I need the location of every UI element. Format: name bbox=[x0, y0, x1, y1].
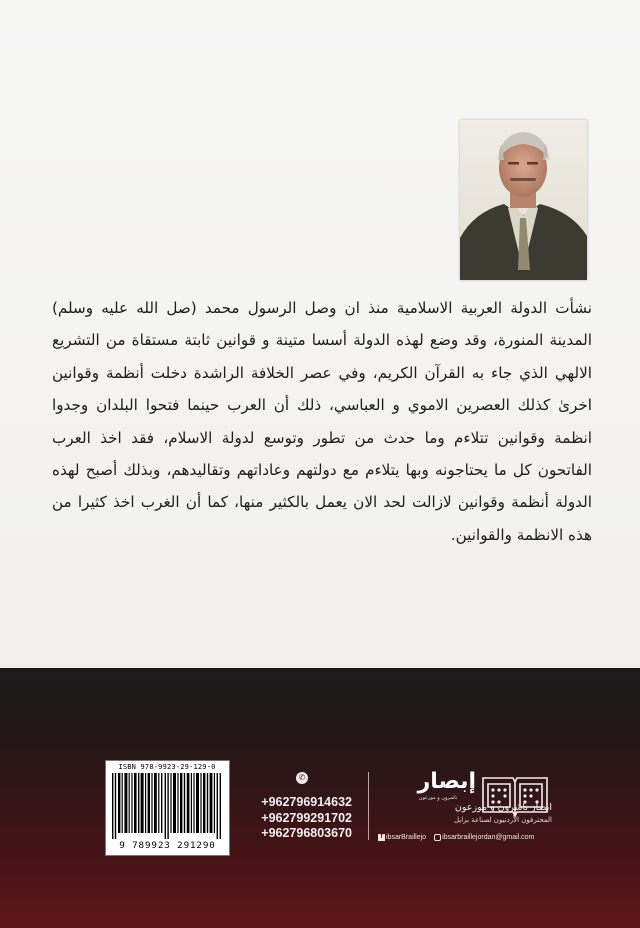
phone-number: +962799291702 bbox=[261, 810, 352, 825]
facebook-handle[interactable]: ibsarBraillejo bbox=[386, 834, 427, 841]
publisher-logo-word: إبصار bbox=[417, 769, 476, 794]
isbn-label: ISBN 978-9923-29-129-0 bbox=[118, 763, 216, 771]
facebook-icon: f bbox=[378, 834, 385, 841]
publisher-subline: المحترفون الأردنيون لصناعة برايل bbox=[453, 816, 552, 824]
barcode-digits: 9 789923 291290 bbox=[119, 840, 216, 851]
publisher-tagline: ابصار ناشرون و موزعون bbox=[454, 802, 552, 813]
barcode-bars bbox=[112, 773, 223, 839]
phone-icon: ✆ bbox=[296, 772, 308, 784]
social-links bbox=[378, 833, 578, 843]
back-cover-blurb: نشأت الدولة العربية الاسلامية منذ ان وصل الرسول محمد (صل الله عليه وسلم) المدينة المنورة، وقد وضع لهذه الدولة أسسا متينة و قوانين ثابتة مستقاة من التشريع الالهي الذي جاء به القرآن الكريم، وفي عصر الخلافة الراشدة دخلت أنظمة وقوانين اخرىٰ كذلك العصرين الاموي و العباسي، ذلك أن العرب حينما فتحوا البلدان وجدوا انظمة وقوانين تتلاءم وما حدث من تطور وتوسع لدولة الاسلام، فقد اخذ العرب الفاتحون كل ما يحتاجونه وبها يتلاءم مع دولتهم وعاداتهم وتقاليدهم، وبذلك أصبح لهذه الدولة أنظمة وقوانين لازالت لحد الان يعمل بالكثير منها، كما أن الغرب اخذ كثيرا من هذه الانظمة والقوانين. bbox=[52, 299, 592, 544]
phone-number: +962796914632 bbox=[261, 795, 352, 809]
publisher-logo-subword: ناشرون و موزعون bbox=[418, 795, 458, 801]
publisher-email[interactable]: ibsarbraillejordan@gmail.com bbox=[442, 834, 535, 841]
phone-number: +962796803670 bbox=[261, 826, 352, 840]
phone-list bbox=[252, 795, 352, 842]
footer-divider bbox=[368, 772, 369, 840]
instagram-icon bbox=[434, 834, 441, 841]
author-portrait bbox=[460, 120, 587, 280]
isbn-barcode bbox=[105, 760, 230, 856]
